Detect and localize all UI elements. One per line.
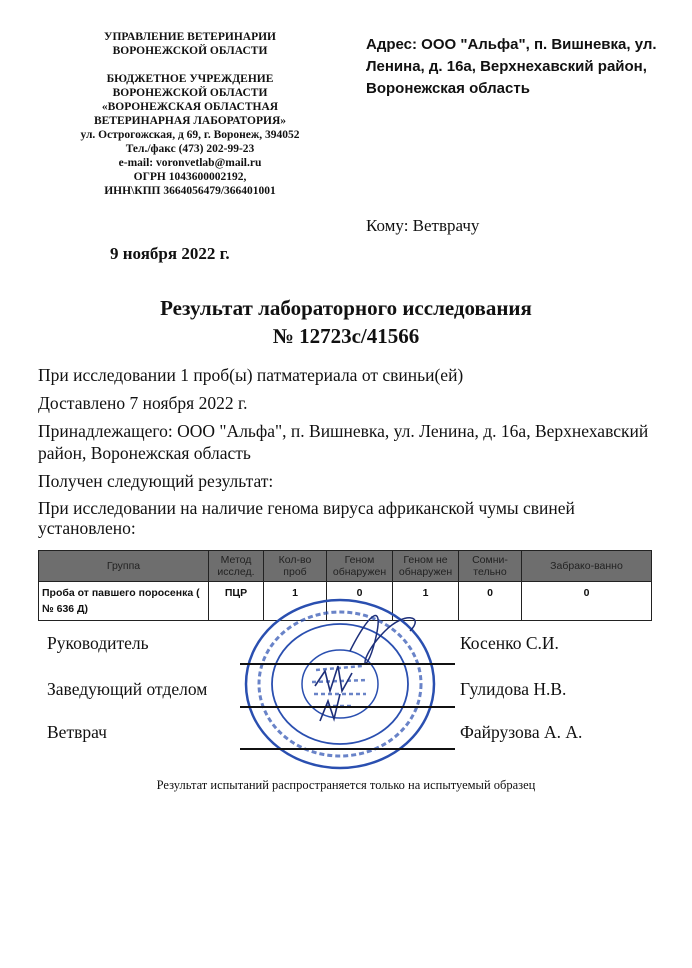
- org-line: УПРАВЛЕНИЕ ВЕТЕРИНАРИИ: [104, 31, 276, 43]
- document-title: [0, 294, 692, 350]
- footer-note: Результат испытаний распространяется только на испытуемый образец: [156, 778, 536, 792]
- organization-header: [40, 30, 340, 198]
- recipient: Кому: Ветврачу: [366, 216, 480, 235]
- signature-role: Руководитель: [47, 633, 149, 653]
- org-phone: Тел./факс (473) 202-99-23: [125, 143, 255, 155]
- body-paragraph: Принадлежащего: ООО "Альфа", п. Вишневка, ул. Ленина, д. 16а, Верхнехавский район, Воронежская область: [38, 421, 649, 463]
- body-paragraph: При исследовании на наличие генома вируса африканской чумы свиней установлено:: [38, 498, 575, 538]
- body-paragraph: Доставлено 7 ноября 2022 г.: [38, 393, 248, 413]
- title-line: Результат лабораторного исследования: [160, 296, 532, 320]
- org-line: ВЕТЕРИНАРНАЯ ЛАБОРАТОРИЯ»: [93, 115, 287, 127]
- table-cell: 0: [522, 582, 652, 621]
- table-cell: 1: [264, 582, 327, 621]
- table-cell: 1: [393, 582, 459, 621]
- signature-role: Заведующий отделом: [47, 679, 208, 699]
- org-line: «ВОРОНЕЖСКАЯ ОБЛАСТНАЯ: [101, 101, 279, 113]
- document-date: 9 ноября 2022 г.: [110, 244, 230, 263]
- org-line: БЮДЖЕТНОЕ УЧРЕЖДЕНИЕ: [106, 73, 274, 85]
- signature-line: [240, 706, 455, 708]
- signature-line: [240, 748, 455, 750]
- column-header: Геном не обнаружен: [393, 551, 459, 582]
- table-cell: ПЦР: [209, 582, 264, 621]
- org-ogrn: ОГРН 1043600002192,: [133, 171, 247, 183]
- signature-name: Файрузова А. А.: [460, 722, 583, 742]
- column-header: Кол-во проб: [264, 551, 327, 582]
- signature-name: Косенко С.И.: [460, 633, 559, 653]
- column-header: Геном обнаружен: [327, 551, 393, 582]
- signature-role: Ветврач: [47, 722, 107, 742]
- column-header: Метод исслед.: [209, 551, 264, 582]
- official-stamp: [240, 596, 440, 772]
- table-header-row: [39, 551, 652, 582]
- table-cell: 0: [459, 582, 522, 621]
- column-header: Сомни-тельно: [459, 551, 522, 582]
- org-email: e-mail: voronvetlab@mail.ru: [118, 157, 262, 169]
- org-inn: ИНН\КПП 3664056479/366401001: [104, 185, 276, 197]
- column-header: Забрако-ванно: [522, 551, 652, 582]
- org-line: ВОРОНЕЖСКОЙ ОБЛАСТИ: [112, 45, 268, 57]
- signature-line: [240, 663, 455, 665]
- document-body: [38, 364, 678, 538]
- column-header: Группа: [39, 551, 209, 582]
- table-cell: Проба от павшего поросенка ( № 636 Д): [39, 582, 209, 621]
- table-cell: 0: [327, 582, 393, 621]
- recipient-address: Адрес: ООО "Альфа", п. Вишневка, ул. Ленина, д. 16а, Верхнехавский район, Воронежская область: [366, 36, 657, 97]
- body-paragraph: При исследовании 1 проб(ы) патматериала от свиньи(ей): [38, 365, 464, 385]
- result-number: № 12723с/41566: [272, 324, 420, 348]
- org-address: ул. Острогожская, д 69, г. Воронеж, 394052: [80, 129, 300, 141]
- org-line: ВОРОНЕЖСКОЙ ОБЛАСТИ: [112, 87, 268, 99]
- body-paragraph: Получен следующий результат:: [38, 471, 274, 491]
- signature-name: Гулидова Н.В.: [460, 679, 567, 699]
